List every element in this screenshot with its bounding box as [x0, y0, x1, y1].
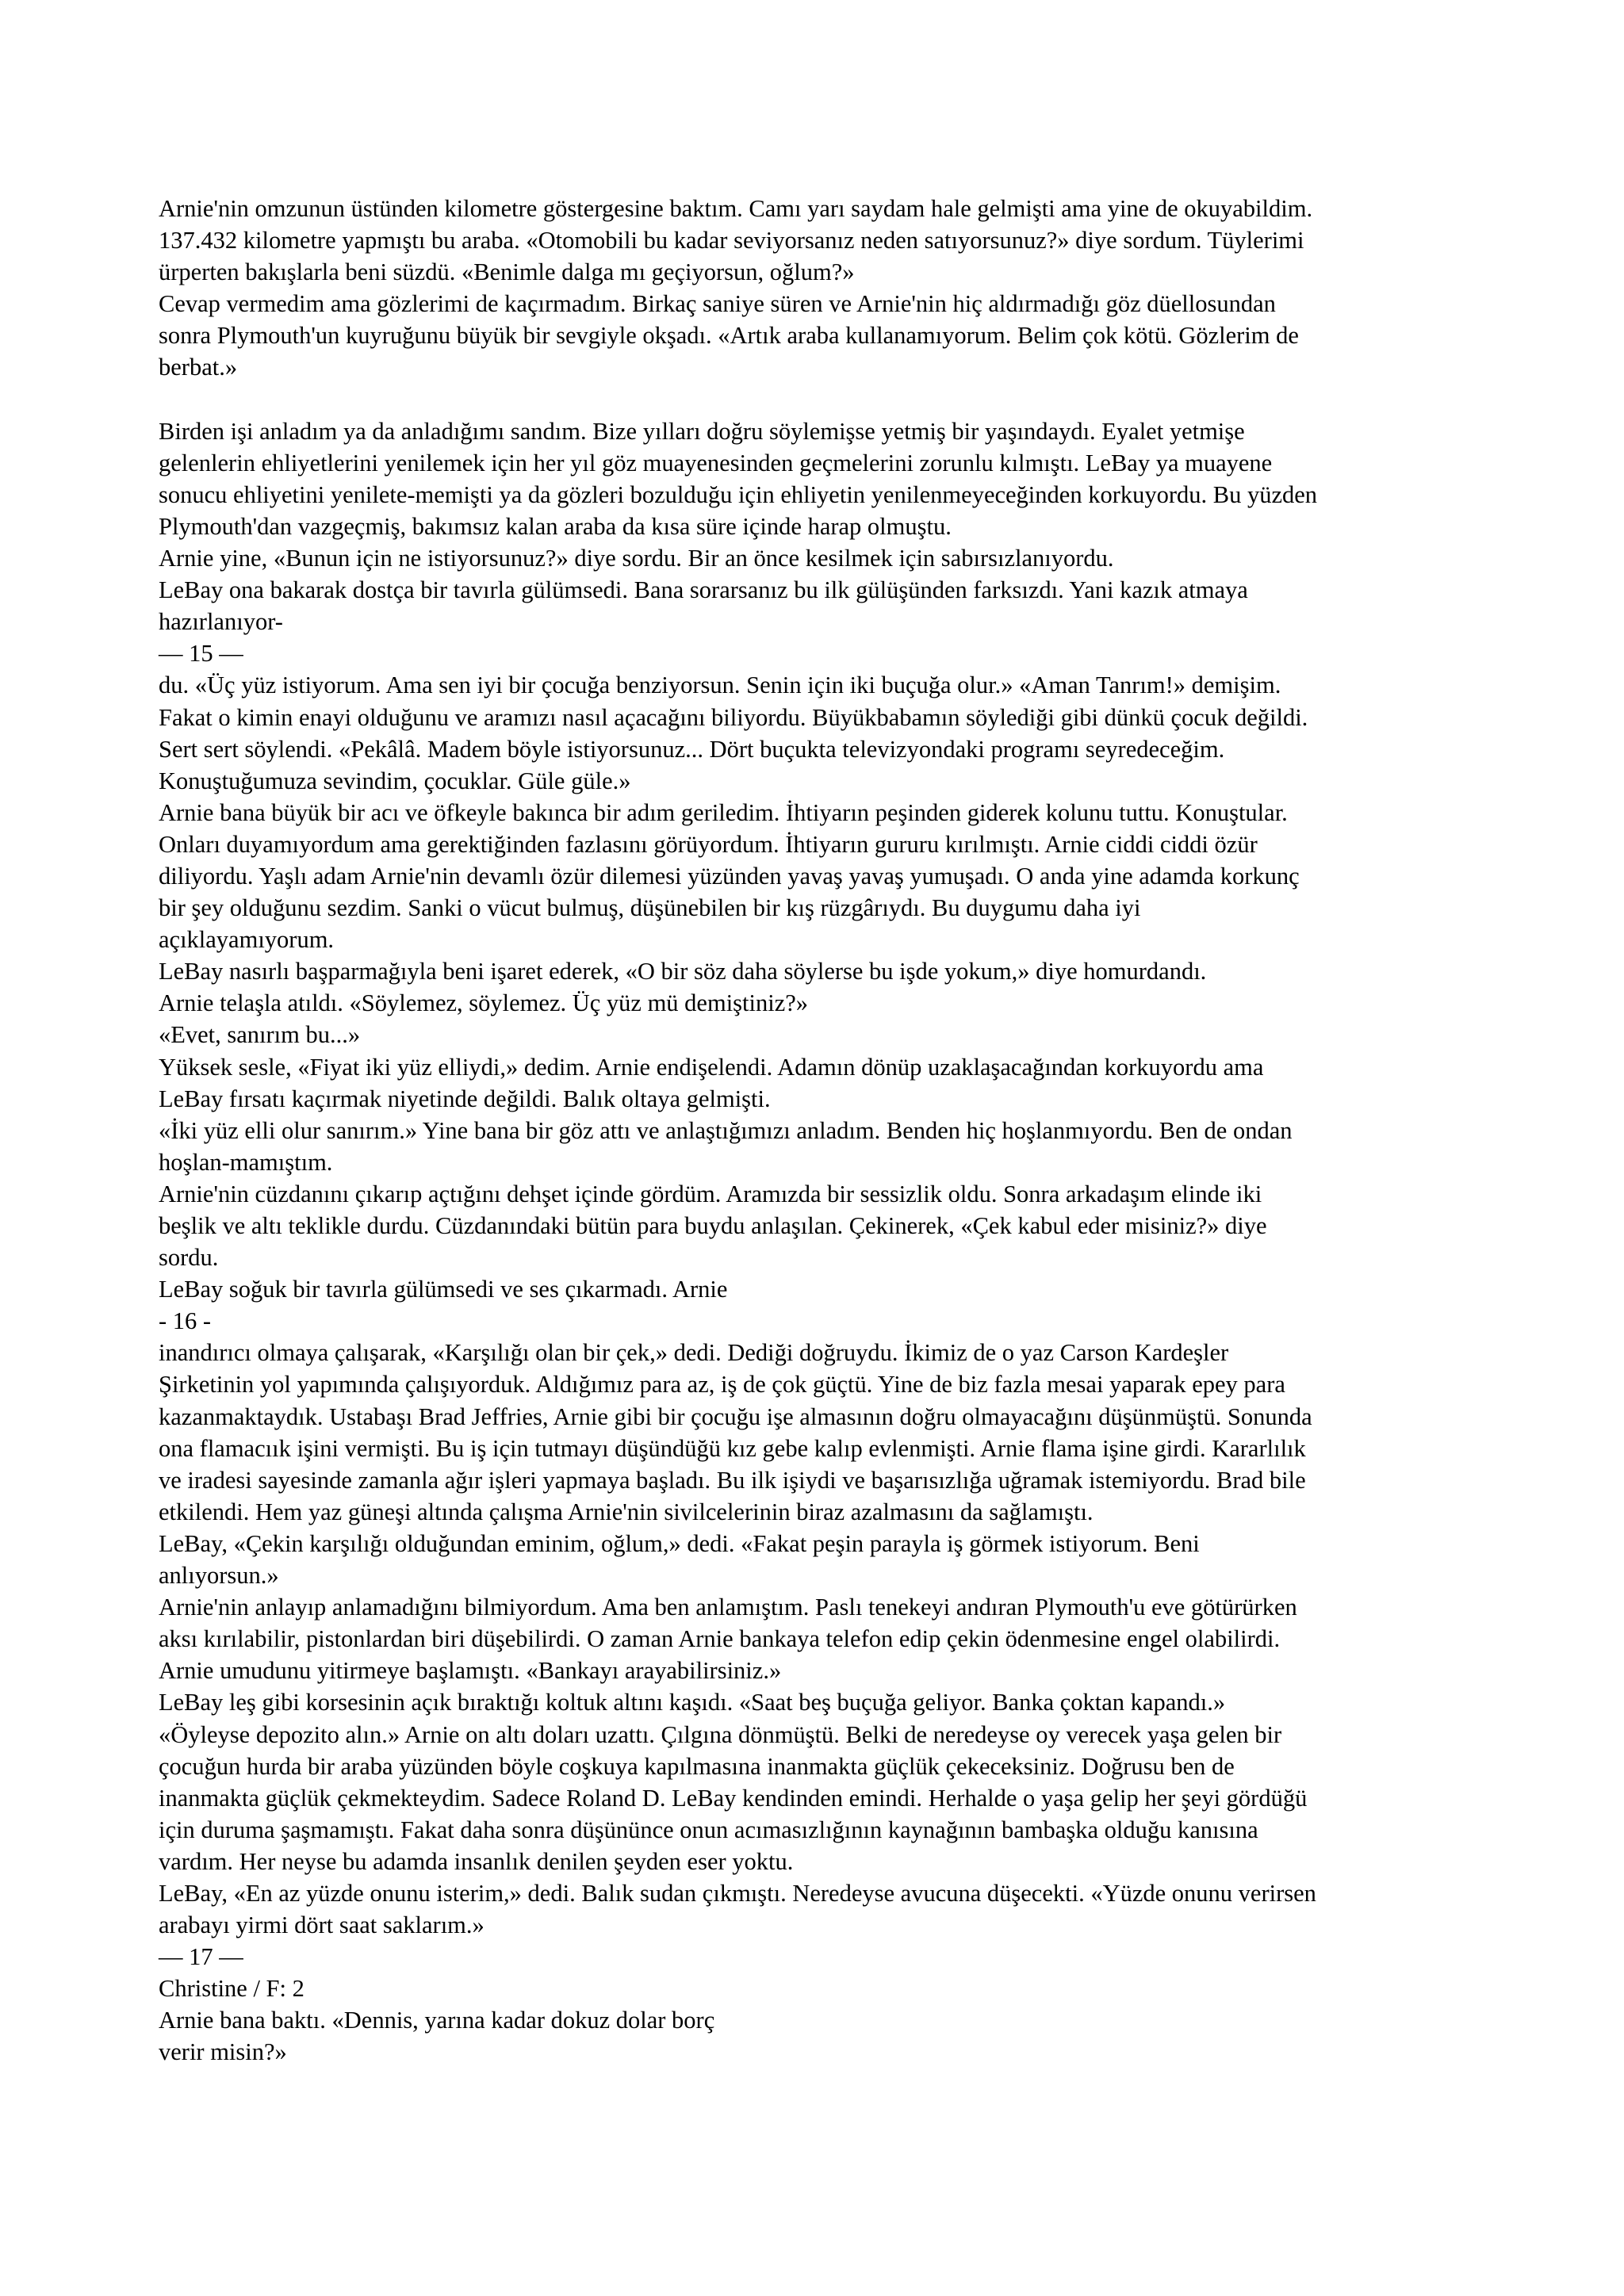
text-line: ona flamacıık işini vermişti. Bu iş için tutmayı düşündüğü kız gebe kalıp evlenmişti. Arnie flama işine girdi. Kararlılık: [159, 1434, 1306, 1462]
text-line: çocuğun hurda bir araba yüzünden böyle coşkuya kapılmasına inanmakta güçlük çekeceksiniz. Doğrusu ben de: [159, 1752, 1235, 1780]
text-line: LeBay, «En az yüzde onunu isterim,» dedi. Balık sudan çıkmıştı. Neredeyse avucuna düşecekti. «Yüzde onunu verirsen: [159, 1879, 1316, 1907]
text-line: beşlik ve altı teklikle durdu. Cüzdanındaki bütün para buydu anlaşılan. Çekinerek, «Çek kabul eder misiniz?» diye: [159, 1212, 1267, 1239]
text-line: bir şey olduğunu sezdim. Sanki o vücut bulmuş, düşünebilen bir kış rüzgârıydı. Bu duygumu daha iyi: [159, 894, 1141, 922]
text-line: «Öyleyse depozito alın.» Arnie on altı doları uzattı. Çılgına dönmüştü. Belki de neredeyse oy verecek yaşa gelen bir: [159, 1720, 1282, 1748]
text-line: «İki yüz elli olur sanırım.» Yine bana bir göz attı ve anlaştığımızı anladım. Benden hiç hoşlanmıyordu. Ben de ondan: [159, 1116, 1293, 1144]
text-line: ve iradesi sayesinde zamanla ağır işleri yapmaya başladı. Bu ilk işiydi ve başarısızlığa uğramak istemiyordu. Brad bile: [159, 1466, 1306, 1494]
text-line: LeBay ona bakarak dostça bir tavırla gülümsedi. Bana sorarsanız bu ilk gülüşünden farksızdı. Yani kazık atmaya: [159, 576, 1248, 604]
text-line: LeBay soğuk bir tavırla gülümsedi ve ses çıkarmadı. Arnie: [159, 1276, 728, 1303]
text-line: inandırıcı olmaya çalışarak, «Karşılığı olan bir çek,» dedi. Dediği doğruydu. İkimiz de o yaz Carson Kardeşler: [159, 1339, 1229, 1367]
text-line: hazırlanıyor-: [159, 608, 283, 636]
text-line: Arnie bana büyük bir acı ve öfkeyle bakınca bir adım geriledim. İhtiyarın peşinden giderek kolunu tuttu. Konuştular.: [159, 798, 1288, 826]
text-line: LeBay nasırlı başparmağıyla beni işaret ederek, «O bir söz daha söylerse bu işde yokum,» diye homurdandı.: [159, 958, 1207, 985]
text-line: hoşlan-mamıştım.: [159, 1148, 333, 1176]
text-line: diliyordu. Yaşlı adam Arnie'nin devamlı özür dilemesi yüzünden yavaş yavaş yumuşadı. O anda yine adamda korkunç: [159, 862, 1300, 890]
text-line: 137.432 kilometre yapmıştı bu araba. «Otomobili bu kadar seviyorsanız neden satıyorsunuz?» diye sordum. Tüylerimi: [159, 227, 1304, 254]
text-line: Arnie'nin cüzdanını çıkarıp açtığını dehşet içinde gördüm. Aramızda bir sessizlik oldu. Sonra arkadaşım elinde iki: [159, 1180, 1262, 1207]
text-line: kazanmaktaydık. Ustabaşı Brad Jeffries, Arnie gibi bir çocuğu işe almasının doğru olmayacağını düşünmüştü. Sonunda: [159, 1402, 1312, 1430]
text-line: Yüksek sesle, «Fiyat iki yüz elliydi,» dedim. Arnie endişelendi. Adamın dönüp uzaklaşacağından korkuyordu ama: [159, 1053, 1264, 1081]
text-line: LeBay leş gibi korsesinin açık bıraktığı koltuk altını kaşıdı. «Saat beş buçuğa geliyor. Banka çoktan kapandı.»: [159, 1689, 1226, 1716]
text-line: LeBay fırsatı kaçırmak niyetinde değildi. Balık oltaya gelmişti.: [159, 1085, 771, 1112]
text-line: arabayı yirmi dört saat saklarım.»: [159, 1911, 485, 1939]
text-line: verir misin?»: [159, 2038, 287, 2066]
text-line: inanmakta güçlük çekmekteydim. Sadece Roland D. LeBay kendinden emindi. Herhalde o yaşa gelip her şeyi gördüğü: [159, 1784, 1308, 1812]
text-line: vardım. Her neyse bu adamda insanlık denilen şeyden eser yoktu.: [159, 1847, 794, 1875]
text-line: anlıyorsun.»: [159, 1562, 279, 1590]
text-line: Arnie bana baktı. «Dennis, yarına kadar dokuz dolar borç: [159, 2007, 715, 2034]
text-line: — 15 —: [159, 640, 243, 668]
text-line: LeBay, «Çekin karşılığı olduğundan eminim, oğlum,» dedi. «Fakat peşin parayla iş görmek istiyorum. Beni: [159, 1529, 1200, 1557]
text-line: Arnie'nin omzunun üstünden kilometre göstergesine baktım. Camı yarı saydam hale gelmişti ama yine de okuyabildim.: [159, 195, 1313, 222]
document-page: [159, 193, 1507, 2068]
text-line: Fakat o kimin enayi olduğunu ve aramızı nasıl açacağını biliyordu. Büyükbabamın söylediği gibi dünkü çocuk değildi.: [159, 703, 1308, 731]
text-line: Şirketinin yol yapımında çalışıyorduk. Aldığımız para az, iş de çok güçtü. Yine de biz fazla mesai yaparak epey para: [159, 1371, 1285, 1399]
text-line: aksı kırılabilir, pistonlardan biri düşebilirdi. O zaman Arnie bankaya telefon edip çekin ödenmesine engel olabilirdi.: [159, 1625, 1281, 1653]
text-line: Christine / F: 2: [159, 1975, 304, 2003]
text-line: - 16 -: [159, 1307, 212, 1335]
text-line: sordu.: [159, 1244, 219, 1272]
text-line: Arnie yine, «Bunun için ne istiyorsunuz?» diye sordu. Bir an önce kesilmek için sabırsızlanıyordu.: [159, 545, 1114, 572]
text-line: du. «Üç yüz istiyorum. Ama sen iyi bir çocuğa benziyorsun. Senin için iki buçuğa olur.» «Aman Tanrım!» demişim.: [159, 672, 1281, 699]
text-line: Plymouth'dan vazgeçmiş, bakımsız kalan araba da kısa süre içinde harap olmuştu.: [159, 512, 952, 540]
text-line: Cevap vermedim ama gözlerimi de kaçırmadım. Birkaç saniye süren ve Arnie'nin hiç aldırmadığı göz düellosundan: [159, 290, 1276, 318]
text-line: — 17 —: [159, 1943, 243, 1971]
text-line: Birden işi anladım ya da anladığımı sandım. Bize yılları doğru söylemişse yetmiş bir yaşındaydı. Eyalet yetmişe: [159, 417, 1245, 445]
text-line: gelenlerin ehliyetlerini yenilemek için her yıl göz muayenesinden geçmelerini zorunlu kılmıştı. LeBay ya muayene: [159, 449, 1273, 476]
text-line: Onları duyamıyordum ama gerektiğinden fazlasını görüyordum. İhtiyarın gururu kırılmıştı. Arnie ciddi ciddi özür: [159, 830, 1258, 858]
text-line: Sert sert söylendi. «Pekâlâ. Madem böyle istiyorsunuz... Dört buçukta televizyondaki programı seyredeceğim.: [159, 735, 1225, 763]
text-line: Arnie telaşla atıldı. «Söylemez, söylemez. Üç yüz mü demiştiniz?»: [159, 989, 809, 1017]
text-line: sonra Plymouth'un kuyruğunu büyük bir sevgiyle okşadı. «Artık araba kullanamıyorum. Belim çok kötü. Gözlerim de: [159, 322, 1299, 350]
text-line: «Evet, sanırım bu...»: [159, 1021, 361, 1049]
text-line: berbat.»: [159, 354, 238, 381]
text-line: Arnie umudunu yitirmeye başlamıştı. «Bankayı arayabilirsiniz.»: [159, 1657, 782, 1685]
text-line: etkilendi. Hem yaz güneşi altında çalışma Arnie'nin sivilcelerinin biraz azalmasını da sağlamıştı.: [159, 1498, 1094, 1525]
text-line: sonucu ehliyetini yenilete-memişti ya da gözleri bozulduğu için ehliyetin yenilenmeyeceğinden korkuyordu. Bu yüzden: [159, 480, 1318, 508]
blank-line: [159, 384, 1507, 415]
text-line: için duruma şaşmamıştı. Fakat daha sonra düşününce onun acımasızlığının kaynağının bambaşka olduğu kanısına: [159, 1816, 1258, 1843]
text-line: Konuştuğumuza sevindim, çocuklar. Güle güle.»: [159, 767, 631, 794]
text-line: Arnie'nin anlayıp anlamadığını bilmiyordum. Ama ben anlamıştım. Paslı tenekeyi andıran Plymouth'u eve götürürken: [159, 1594, 1297, 1621]
text-line: açıklayamıyorum.: [159, 926, 335, 954]
text-line: ürperten bakışlarla beni süzdü. «Benimle dalga mı geçiyorsun, oğlum?»: [159, 258, 855, 286]
